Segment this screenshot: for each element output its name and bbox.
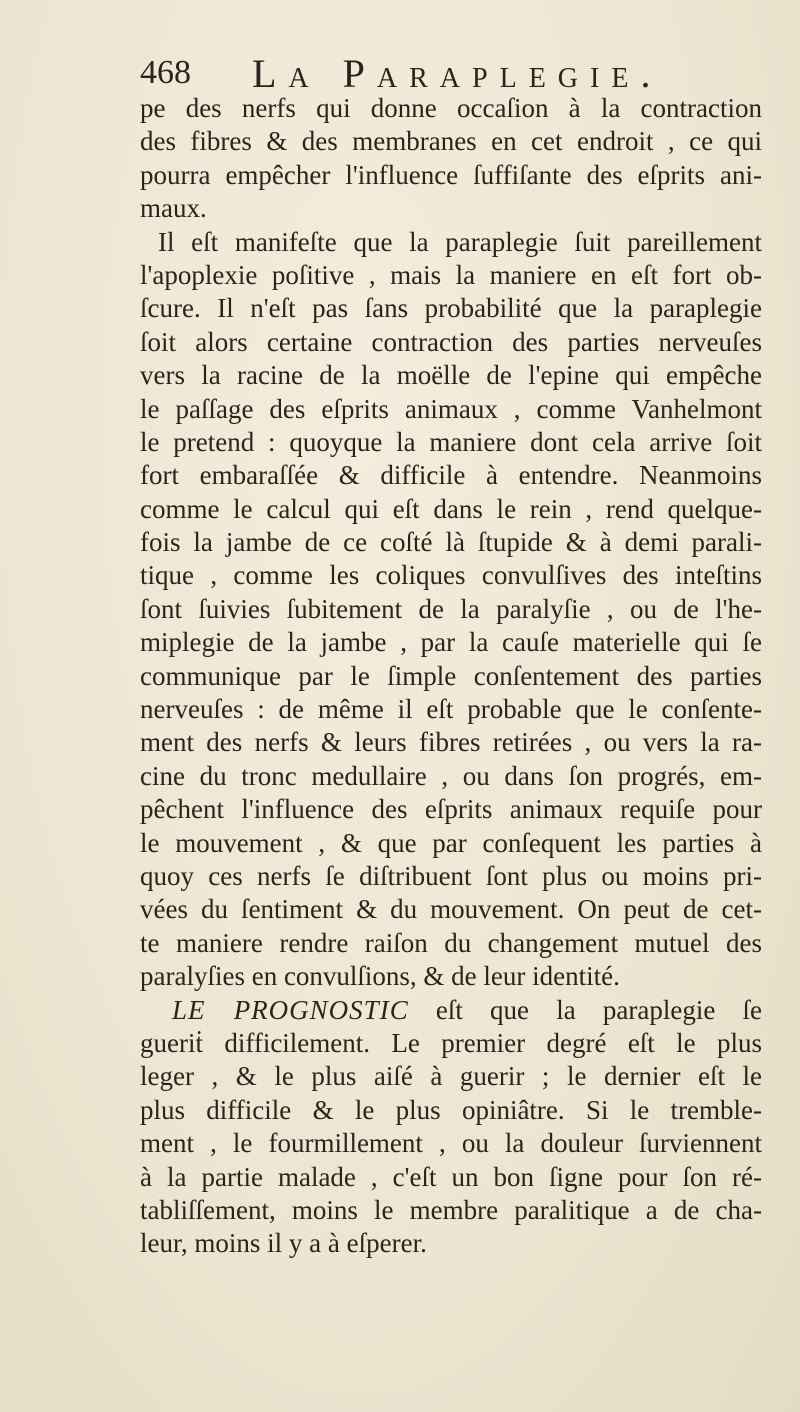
text-line: communique par le ſimple conſentement des parties bbox=[140, 660, 762, 691]
text-line: vées du ſentiment & du mouvement. On peut de cet- bbox=[140, 894, 762, 925]
text-line: nerveuſes : de même il eſt probable que le conſente- bbox=[140, 694, 762, 725]
page-header bbox=[140, 50, 760, 96]
prognostic-heading: LE PROGNOSTIC bbox=[172, 994, 409, 1025]
text-line: le paſſage des eſprits animaux , comme Vanhelmont bbox=[140, 393, 762, 424]
body-text bbox=[140, 92, 762, 1261]
text-line: vers la racine de la moëlle de l'epine qui empêche bbox=[140, 360, 762, 391]
text-line: pourra empêcher l'influence ſuffiſante des eſprits ani- bbox=[140, 159, 762, 190]
text-line: l'apoplexie poſitive , mais la maniere en eſt fort ob- bbox=[140, 259, 762, 290]
text-line: ment , le fourmillement , ou la douleur ſurviennent bbox=[140, 1128, 762, 1159]
text-line: fois la jambe de ce coſté là ſtupide & à demi parali- bbox=[140, 527, 762, 558]
running-title: La Paraplegie. bbox=[252, 51, 663, 96]
text-line: ſoit alors certaine contraction des parties nerveuſes bbox=[140, 326, 762, 357]
text-line: cine du tronc medullaire , ou dans ſon progrés, em- bbox=[140, 760, 762, 791]
text-line: le pretend : quoyque la maniere dont cela arrive ſoit bbox=[140, 426, 762, 457]
text-line: ſcure. Il n'eſt pas ſans probabilité que la paraplegie bbox=[140, 293, 762, 324]
text-line: leur, moins il y a à eſperer. bbox=[140, 1228, 427, 1259]
text-line: ment des nerfs & leurs fibres retirées , ou vers la ra- bbox=[140, 727, 762, 758]
text-line: tique , comme les coliques convulſives des inteſtins bbox=[140, 560, 762, 591]
text-line: leger , & le plus aiſé à guerir ; le dernier eſt le bbox=[140, 1061, 762, 1092]
text-line: quoy ces nerfs ſe diſtribuent ſont plus ou moins pri- bbox=[140, 860, 762, 891]
text-line: paralyſies en convulſions, & de leur identité. bbox=[140, 961, 620, 992]
text-line: à la partie malade , c'eſt un bon ſigne pour ſon ré- bbox=[140, 1161, 762, 1192]
text-line: maux. bbox=[140, 193, 207, 224]
text-line: ſont ſuivies ſubitement de la paralyſie , ou de l'he- bbox=[140, 593, 762, 624]
text-line: miplegie de la jambe , par la cauſe materielle qui ſe bbox=[140, 627, 762, 658]
text-line: des fibres & des membranes en cet endroit , ce qui bbox=[140, 126, 762, 157]
text-line: Il eſt manifeſte que la paraplegie ſuit pareillement bbox=[158, 226, 762, 257]
text-line: gueriṫ difficilement. Le premier degré eſt le plus bbox=[140, 1027, 762, 1058]
text-fragment: eſt que la paraplegie ſe bbox=[408, 994, 762, 1025]
text-line: te maniere rendre raiſon du changement mutuel des bbox=[140, 927, 762, 958]
page-number: 468 bbox=[140, 54, 191, 91]
text-line: comme le calcul qui eſt dans le rein , rend quelque- bbox=[140, 493, 762, 524]
text-line: pêchent l'influence des eſprits animaux requiſe pour bbox=[140, 794, 762, 825]
text-line: plus difficile & le plus opiniâtre. Si le tremble- bbox=[140, 1094, 762, 1125]
text-line: fort embaraſſée & difficile à entendre. Neanmoins bbox=[140, 460, 762, 491]
text-line: le mouvement , & que par conſequent les parties à bbox=[140, 827, 762, 858]
text-line: pe des nerfs qui donne occaſion à la contraction bbox=[140, 93, 762, 123]
text-line: tabliſſement, moins le membre paralitique a de cha- bbox=[140, 1194, 762, 1225]
text-line bbox=[140, 994, 762, 1027]
